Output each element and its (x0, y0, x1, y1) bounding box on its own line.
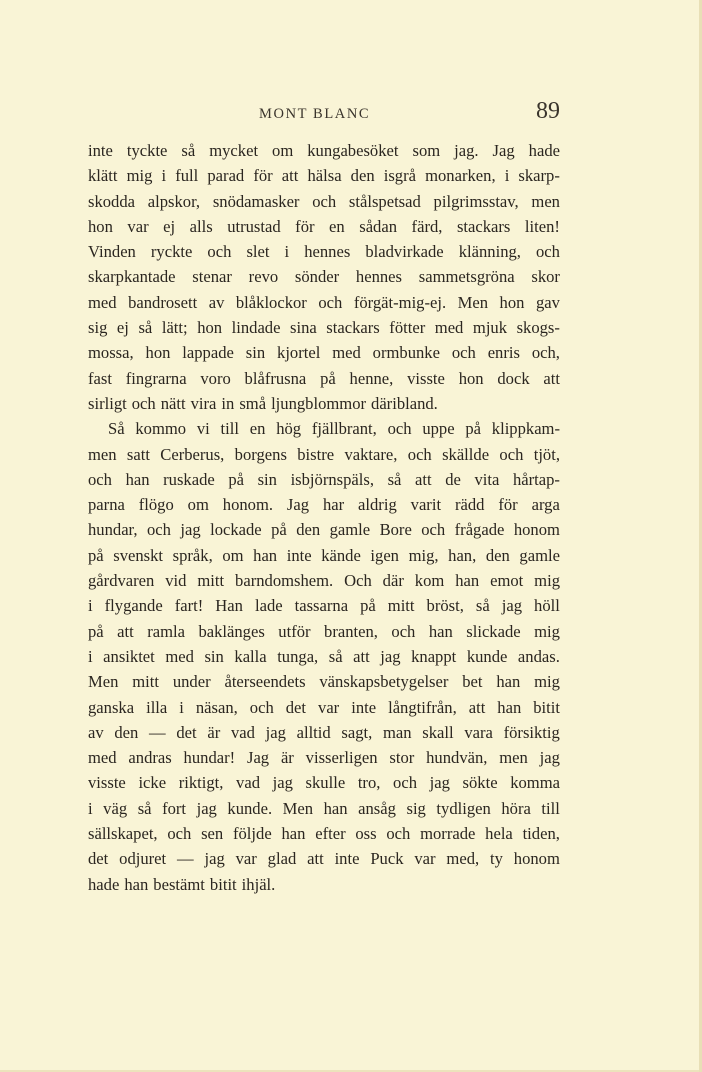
text-line: med andras hundar! Jag är visserligen stor hundvän, men jag (88, 748, 560, 768)
text-line: Vinden ryckte och slet i hennes bladvirkade klänning, och (88, 242, 560, 262)
text-line: sig ej så lätt; hon lindade sina stackars fötter med mjuk skogs- (88, 318, 560, 338)
text-line: klätt mig i full parad för att hälsa den isgrå monarken, i skarp- (88, 166, 560, 186)
text-line: hade han bestämt bitit ihjäl. (88, 874, 276, 894)
text-line: på att ramla baklänges utför branten, och han slickade mig (88, 621, 560, 641)
text-line: inte tyckte så mycket om kungabesöket som jag. Jag hade (88, 141, 560, 160)
text-line: visste icke riktigt, vad jag skulle tro, och jag sökte komma (88, 773, 560, 793)
text-line: med bandrosett av blåklockor och förgät-mig-ej. Men hon gav (88, 292, 560, 312)
text-line: hundar, och jag lockade på den gamle Bore och frågade honom (88, 520, 560, 540)
text-line: fast fingrarna voro blåfrusna på henne, visste hon dock att (88, 368, 560, 388)
text-line: gårdvaren vid mitt barndomshem. Och där kom han emot mig (88, 571, 560, 591)
page-number: 89 (536, 98, 560, 124)
text-line: parna flögo om honom. Jag har aldrig varit rädd för arga (88, 495, 560, 515)
page-header (88, 98, 560, 132)
text-line: av den — det är vad jag alltid sagt, man skall vara försiktig (88, 722, 560, 742)
text-line: och han ruskade på sin isbjörnspäls, så att de vita hårtap- (88, 469, 560, 489)
text-line: skarpkantade stenar revo sönder hennes sammetsgröna skor (88, 267, 560, 287)
text-line: i väg så fort jag kunde. Men han ansåg sig tydligen höra till (88, 798, 560, 818)
body-text (88, 138, 560, 897)
text-line: men satt Cerberus, borgens bistre vaktare, och skällde och tjöt, (88, 444, 560, 464)
text-line: hon var ej alls utrustad för en sådan färd, stackars liten! (88, 216, 560, 236)
text-line: ganska illa i näsan, och det var inte långtifrån, att han bitit (88, 697, 560, 717)
text-line: på svenskt språk, om han inte kände igen mig, han, den gamle (88, 545, 560, 565)
text-line: sirligt och nätt vira in små ljungblommor däribland. (88, 393, 438, 413)
text-line: skodda alpskor, snödamasker och stålspetsad pilgrimsstav, men (88, 191, 560, 211)
text-line: Så kommo vi till en hög fjällbrant, och uppe på klippkam- (108, 419, 560, 439)
text-line: Men mitt under återseendets vänskapsbetygelser bet han mig (88, 672, 560, 692)
text-line: mossa, hon lappade sin kjortel med ormbunke och enris och, (88, 343, 560, 363)
text-line: sällskapet, och sen följde han efter oss och morrade hela tiden, (88, 824, 560, 844)
text-line: det odjuret — jag var glad att inte Puck var med, ty honom (88, 849, 560, 869)
text-line: i flygande fart! Han lade tassarna på mitt bröst, så jag höll (88, 596, 560, 616)
text-line: i ansiktet med sin kalla tunga, så att jag knappt kunde andas. (88, 646, 560, 666)
running-title: MONT BLANC (259, 106, 371, 122)
